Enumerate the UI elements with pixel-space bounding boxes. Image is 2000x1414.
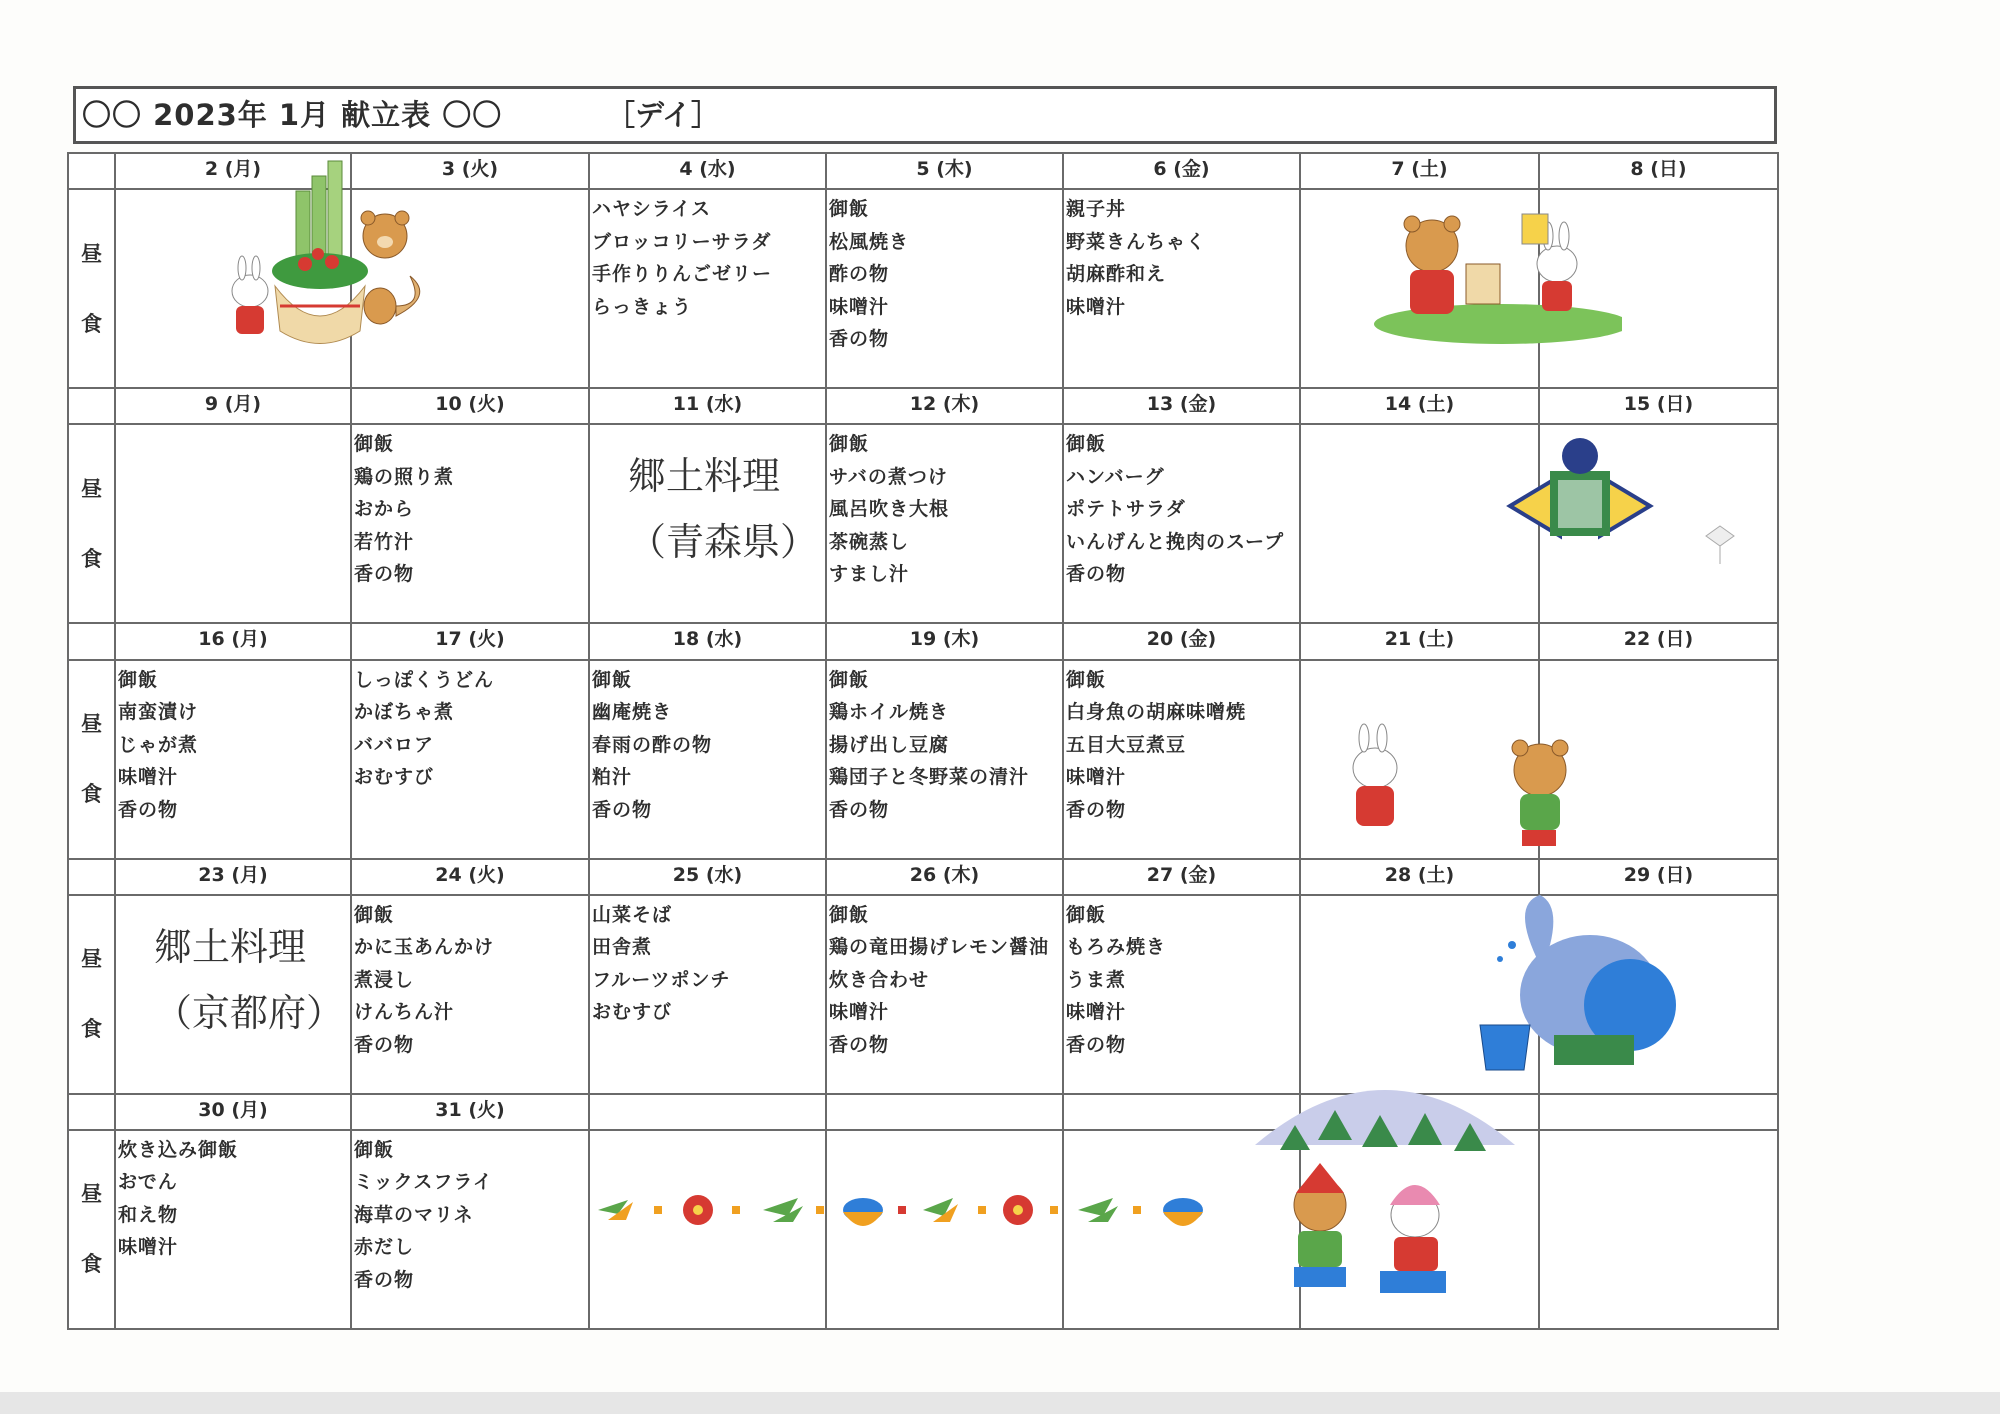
menu-item: 粕汁 (592, 766, 633, 789)
menu-item: 御飯 (1066, 433, 1107, 456)
menu-item: 味噌汁 (1066, 766, 1127, 789)
corner-cell (68, 388, 115, 424)
menu-items (590, 1131, 825, 1134)
menu-item: 御飯 (1066, 668, 1107, 691)
menu-item: じゃが煮 (118, 733, 199, 756)
day-header: 9 (月) (115, 388, 351, 424)
menu-items (352, 425, 588, 591)
day-header: 19 (木) (826, 623, 1063, 659)
menu-item: 南蛮漬け (118, 701, 199, 724)
bear-icon (361, 211, 409, 258)
menu-item: 風呂吹き大根 (829, 498, 950, 521)
menu-item: 炊き込み御飯 (118, 1138, 239, 1161)
menu-items (827, 661, 1062, 827)
day-header: 15 (日) (1539, 388, 1778, 424)
bamboo-leaf-icon (923, 1198, 958, 1222)
handwritten-line: 郷土料理 (154, 924, 307, 969)
day-header: 4 (水) (589, 153, 826, 189)
menu-item: もろみ焼き (1066, 936, 1167, 959)
day-header: 26 (木) (826, 859, 1063, 895)
menu-items (1540, 425, 1777, 428)
day-header: 29 (日) (1539, 859, 1778, 895)
day-header: 28 (土) (1300, 859, 1539, 895)
menu-item: うま煮 (1066, 968, 1127, 991)
menu-item: 鶏の竜田揚げレモン醤油 (829, 936, 1050, 959)
new-year-play-illustration (1362, 184, 1622, 344)
menu-item: 和え物 (118, 1203, 179, 1226)
menu-cell (826, 660, 1063, 859)
bear-icon (1512, 740, 1568, 846)
menu-item: 御飯 (354, 1138, 395, 1161)
menu-items (827, 1131, 1062, 1134)
menu-item: 鶏ホイル焼き (829, 701, 950, 724)
menu-item: 御飯 (354, 433, 395, 456)
meal-label-char: 昼 (81, 476, 102, 501)
koma-top-icon (843, 1198, 883, 1226)
meal-label-char: 昼 (81, 712, 102, 737)
menu-items (590, 190, 825, 323)
squirrel-icon (364, 276, 420, 324)
kadomatsu-icon (272, 161, 368, 344)
elephant-icon (1520, 895, 1676, 1065)
menu-item: ブロッコリーサラダ (592, 230, 772, 253)
menu-item: 親子丼 (1066, 198, 1127, 221)
menu-item: 香の物 (1066, 563, 1127, 586)
day-header: 21 (土) (1300, 623, 1539, 659)
menu-item: 幽庵焼き (592, 701, 673, 724)
menu-item: かぼちゃ煮 (354, 701, 455, 724)
menu-item: 煮浸し (354, 968, 415, 991)
menu-items (1301, 425, 1538, 428)
karuta-card-icon (1466, 264, 1500, 304)
menu-item: 胡麻酢和え (1066, 263, 1167, 286)
menu-item: 山菜そば (592, 903, 673, 926)
meal-label-char: 食 (81, 546, 102, 571)
day-header: 31 (火) (351, 1094, 589, 1130)
menu-items (352, 1131, 588, 1297)
menu-cell (589, 189, 826, 388)
menu-item: フルーツポンチ (592, 968, 731, 991)
menu-cell (826, 895, 1063, 1094)
menu-item: 香の物 (118, 798, 179, 821)
menu-item: 炊き合わせ (829, 968, 930, 991)
menu-item: らっきょう (592, 295, 693, 318)
hagoita-icon (1522, 214, 1548, 244)
meal-label-char: 食 (81, 1017, 102, 1042)
menu-items (1064, 896, 1299, 1062)
meal-label (68, 424, 115, 623)
day-header: 8 (日) (1539, 153, 1778, 189)
day-header: 20 (金) (1063, 623, 1300, 659)
menu-item: おでん (118, 1171, 178, 1194)
day-header: 24 (火) (351, 859, 589, 895)
plum-flower-icon (1003, 1195, 1033, 1225)
day-header: 11 (水) (589, 388, 826, 424)
new-year-border-decoration (588, 1180, 1218, 1244)
week-header-row (68, 623, 1778, 659)
meal-label (68, 1130, 115, 1329)
menu-item: 香の物 (829, 798, 890, 821)
day-header: 12 (木) (826, 388, 1063, 424)
meal-label-char: 食 (81, 782, 102, 807)
menu-items (827, 190, 1062, 356)
menu-items (590, 661, 825, 827)
day-header (589, 1094, 826, 1130)
corner-cell (68, 859, 115, 895)
meal-label-char: 昼 (81, 1182, 102, 1207)
menu-item: 味噌汁 (118, 766, 179, 789)
menu-cell (589, 424, 826, 623)
handwritten-line: 郷土料理 (628, 454, 781, 499)
menu-item: 御飯 (829, 433, 870, 456)
menu-item: 御飯 (354, 903, 395, 926)
menu-item: ハンバーグ (1066, 465, 1165, 488)
menu-cell (589, 660, 826, 859)
menu-items (1064, 661, 1299, 827)
meal-label-char: 昼 (81, 947, 102, 972)
menu-item: 御飯 (118, 668, 159, 691)
corner-cell (68, 153, 115, 189)
menu-subtitle: ［デイ］ (606, 98, 720, 132)
menu-item: 御飯 (829, 668, 870, 691)
day-header: 25 (水) (589, 859, 826, 895)
day-header: 14 (土) (1300, 388, 1539, 424)
menu-item: サバの煮つけ (829, 465, 948, 488)
menu-item: 松風焼き (829, 230, 910, 253)
menu-items (1301, 661, 1538, 664)
menu-cell (115, 1130, 351, 1329)
bear-icon (1294, 1163, 1346, 1287)
menu-item: 香の物 (354, 1268, 415, 1291)
menu-items (827, 425, 1062, 591)
menu-item: おむすび (354, 766, 435, 789)
handwritten-note (116, 896, 350, 1046)
menu-item: けんちん汁 (354, 1001, 455, 1024)
meal-label (68, 189, 115, 388)
meal-label-char: 食 (81, 311, 102, 336)
menu-item: 御飯 (592, 668, 633, 691)
day-header: 5 (木) (826, 153, 1063, 189)
menu-item: いんげんと挽肉のスープ (1066, 530, 1285, 553)
menu-items (352, 896, 588, 1062)
menu-items (1064, 425, 1299, 591)
menu-item: 白身魚の胡麻味噌焼 (1066, 701, 1247, 724)
menu-items (1540, 661, 1777, 664)
menu-cell (115, 424, 351, 623)
day-header: 17 (火) (351, 623, 589, 659)
bamboo-leaf-icon (763, 1198, 803, 1222)
day-header (826, 1094, 1063, 1130)
handwritten-note (590, 425, 825, 575)
rabbit-icon (232, 256, 268, 334)
corner-cell (68, 623, 115, 659)
bamboo-leaf-icon (1078, 1198, 1118, 1222)
menu-cell (351, 1130, 589, 1329)
menu-item: ポテトサラダ (1066, 498, 1186, 521)
menu-item: 味噌汁 (829, 295, 890, 318)
corner-cell (68, 1094, 115, 1130)
menu-item: ミックスフライ (354, 1171, 493, 1194)
menu-cell (115, 660, 351, 859)
koma-top-icon (1163, 1198, 1203, 1226)
bear-icon (1404, 216, 1460, 314)
menu-items (116, 661, 350, 827)
meal-label (68, 660, 115, 859)
week-header-row (68, 1094, 1778, 1130)
menu-item: 香の物 (829, 328, 890, 351)
menu-item: 香の物 (354, 563, 415, 586)
kite-icon (1510, 438, 1650, 536)
menu-item: 御飯 (829, 903, 870, 926)
day-header: 13 (金) (1063, 388, 1300, 424)
day-header: 3 (火) (351, 153, 589, 189)
menu-item: 香の物 (1066, 1033, 1127, 1056)
menu-item: かに玉あんかけ (354, 936, 495, 959)
kadomatsu-illustration (220, 156, 440, 376)
week-header-row (68, 388, 1778, 424)
menu-item: ハヤシライス (592, 198, 712, 221)
menu-item: 五目大豆煮豆 (1066, 733, 1187, 756)
menu-items (590, 896, 825, 1029)
winter-illustration (1250, 1055, 1520, 1325)
menu-item: 手作りりんごゼリー (592, 263, 773, 286)
menu-item: おむすび (592, 1001, 673, 1024)
menu-cell (351, 424, 589, 623)
menu-item: 田舎煮 (592, 936, 653, 959)
meal-label (68, 895, 115, 1094)
menu-items (116, 425, 350, 428)
menu-title: 〇〇 2023年 1月 献立表 〇〇 (82, 98, 503, 132)
meal-label-char: 昼 (81, 241, 102, 266)
menu-cell (1063, 189, 1300, 388)
day-header: 23 (月) (115, 859, 351, 895)
menu-items (1064, 190, 1299, 323)
menu-item: しっぽくうどん (354, 668, 495, 691)
day-header: 10 (火) (351, 388, 589, 424)
menu-cell (351, 660, 589, 859)
menu-item: 赤だし (354, 1236, 415, 1259)
day-header (1539, 1094, 1778, 1130)
menu-items (1540, 1131, 1777, 1134)
day-header: 16 (月) (115, 623, 351, 659)
menu-item: 香の物 (829, 1033, 890, 1056)
menu-item: 酢の物 (829, 263, 890, 286)
day-header: 7 (土) (1300, 153, 1539, 189)
day-header: 2 (月) (115, 153, 351, 189)
menu-item: 味噌汁 (1066, 295, 1127, 318)
menu-cell (1063, 660, 1300, 859)
koma-top-icon (1706, 526, 1734, 564)
day-header: 6 (金) (1063, 153, 1300, 189)
day-header: 18 (水) (589, 623, 826, 659)
rabbit-icon (1353, 724, 1397, 826)
scan-bottom-edge (0, 1392, 2000, 1414)
menu-item: すまし汁 (829, 563, 910, 586)
menu-item: 香の物 (592, 798, 653, 821)
day-header: 27 (金) (1063, 859, 1300, 895)
menu-cell (1539, 1130, 1778, 1329)
meal-label-char: 食 (81, 1252, 102, 1277)
menu-item: 香の物 (354, 1033, 415, 1056)
menu-item: 香の物 (1066, 798, 1127, 821)
menu-items (827, 896, 1062, 1062)
menu-cell (1063, 424, 1300, 623)
handwritten-line: （青森県） (628, 520, 819, 565)
menu-item: 海草のマリネ (354, 1203, 474, 1226)
menu-cell (589, 895, 826, 1094)
bamboo-leaf-icon (598, 1200, 633, 1220)
menu-items (116, 1131, 350, 1264)
menu-item: 味噌汁 (829, 1001, 890, 1024)
menu-item: 茶碗蒸し (829, 530, 910, 553)
menu-item: 若竹汁 (354, 530, 415, 553)
menu-item: 御飯 (1066, 903, 1107, 926)
rabbit-icon (1380, 1185, 1446, 1293)
kite-illustration (1500, 436, 1750, 566)
day-header: 30 (月) (115, 1094, 351, 1130)
menu-item: 鶏の照り煮 (354, 465, 455, 488)
menu-item: 味噌汁 (118, 1236, 179, 1259)
menu-cell (826, 189, 1063, 388)
menu-item: 揚げ出し豆腐 (829, 733, 950, 756)
menu-item: 野菜きんちゃく (1066, 230, 1207, 253)
menu-item: 味噌汁 (1066, 1001, 1127, 1024)
menu-item: 鶏団子と冬野菜の清汁 (829, 766, 1030, 789)
menu-cell (826, 424, 1063, 623)
menu-item: おから (354, 498, 415, 521)
title-box (73, 86, 1777, 144)
menu-item: 御飯 (829, 198, 870, 221)
menu-cell (115, 895, 351, 1094)
menu-cell (351, 895, 589, 1094)
menu-item: 春雨の酢の物 (592, 733, 713, 756)
plum-flower-icon (683, 1195, 713, 1225)
handwritten-line: （京都府） (154, 990, 345, 1035)
menu-item: ババロア (354, 733, 435, 756)
menu-items (352, 661, 588, 794)
day-header: 22 (日) (1539, 623, 1778, 659)
friends-illustration (1320, 720, 1620, 850)
